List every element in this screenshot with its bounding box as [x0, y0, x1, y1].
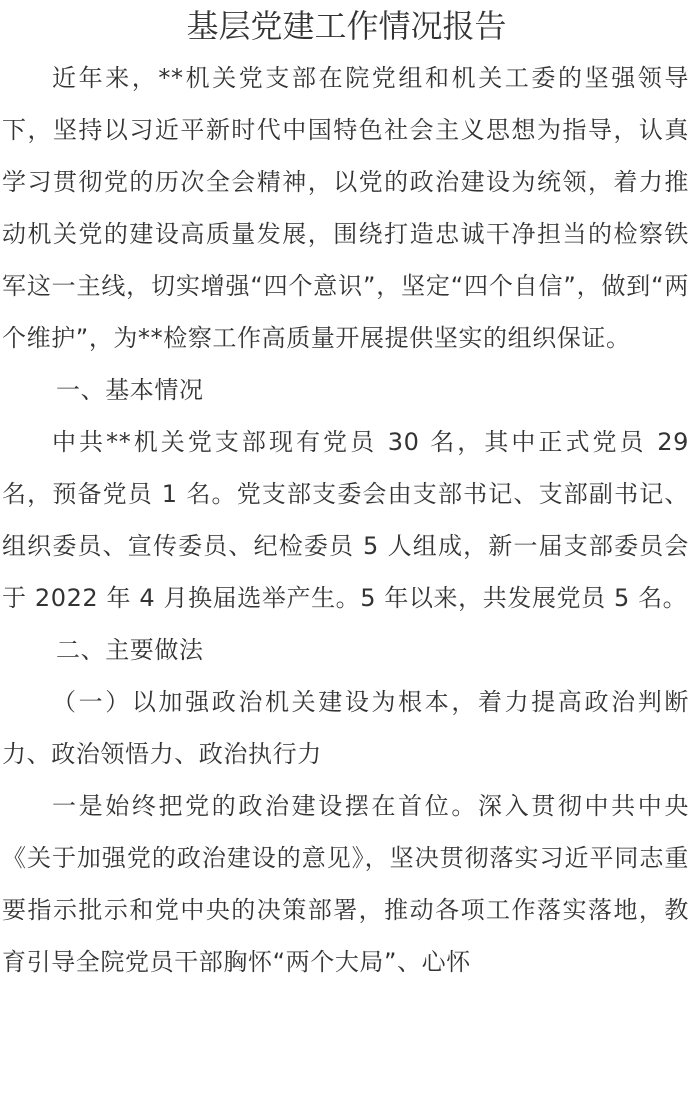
- intro-paragraph: 近年来，**机关党支部在院党组和机关工委的坚强领导下，坚持以习近平新时代中国特色社会主义思想为指导，认真学习贯彻党的历次全会精神，以党的政治建设为统领，着力推动机关党的建设高质量发展，围绕打造忠诚干净担当的检察铁军这一主线，切实增强“四个意识”，坚定“四个自信”，做到“两个维护”，为**检察工作高质量开展提供坚实的组织保证。: [2, 64, 689, 352]
- section-heading-main-practices: 二、主要做法: [56, 636, 204, 664]
- basic-situation-paragraph: 中共**机关党支部现有党员 30 名，其中正式党员 29 名，预备党员 1 名。党支部支委会由支部书记、支部副书记、组织委员、宣传委员、纪检委员 5 人组成，新一届支部委员会于 2022 年 4 月换届选举产生。5 年以来，共发展党员 5 名。: [2, 428, 689, 612]
- subsection-heading-political-building: （一）以加强政治机关建设为根本，着力提高政治判断力、政治领悟力、政治执行力: [2, 688, 689, 768]
- section-heading-basic-situation: 一、基本情况: [56, 376, 204, 404]
- document-title: 基层党建工作情况报告: [186, 7, 507, 45]
- political-building-paragraph: 一是始终把党的政治建设摆在首位。深入贯彻中共中央《关于加强党的政治建设的意见》，坚决贯彻落实习近平同志重要指示批示和党中央的决策部署，推动各项工作落实落地，教育引导全院党员干部胸怀“两个大局”、心怀: [2, 792, 689, 976]
